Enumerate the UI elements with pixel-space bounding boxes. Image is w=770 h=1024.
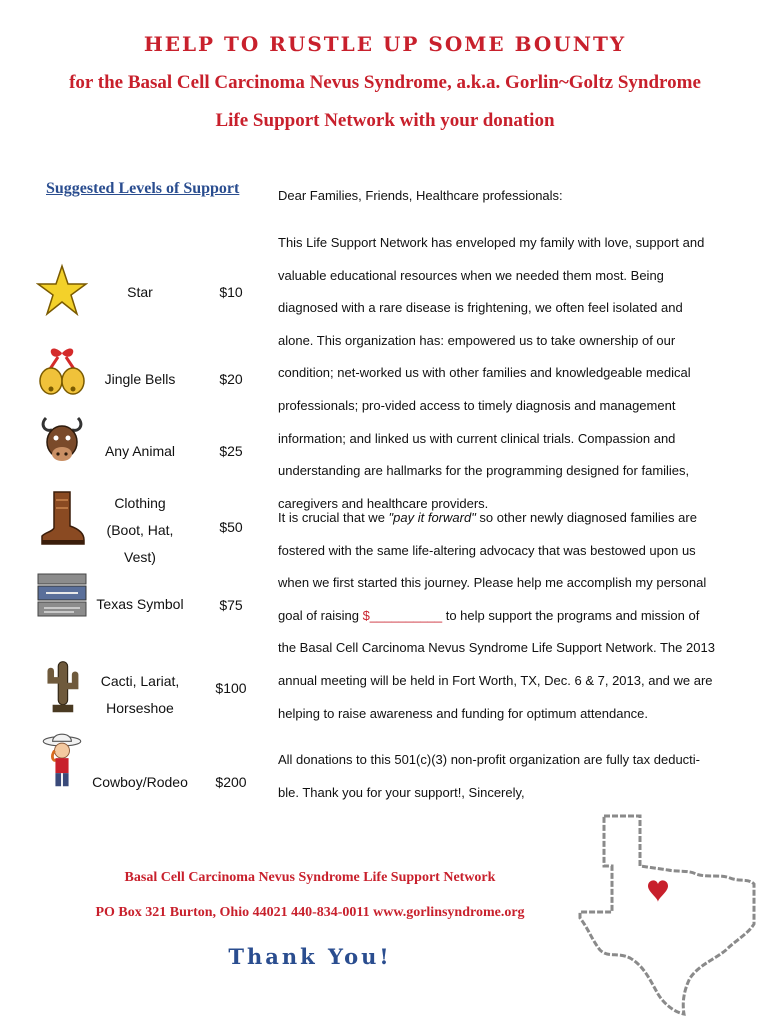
page-subtitle: for the Basal Cell Carcinoma Nevus Syndrome, a.k.a. Gorlin~Goltz Syndrome xyxy=(69,72,701,93)
donation-goal-blank: $__________ xyxy=(362,607,443,623)
bull-icon xyxy=(36,410,88,470)
page-title: HELP TO RUSTLE UP SOME BOUNTY xyxy=(143,32,627,56)
jingle-bells-icon xyxy=(36,343,88,403)
letter-paragraph-1: This Life Support Network has enveloped my family with love, support and valuable educational resources when we needed them most. Being diagnosed with a rare disease is frightening, we often feel isolated and alone. This organization has: empowered us to take ownership of our condition; net-worked us with other families and knowledgeable medical professionals; pro-vided access to timely diagnosis and management information; and linked us with current clinical trials. Compassion and understanding are hallmarks for the programming designed for families, caregivers and healthcare providers. xyxy=(278,235,705,511)
letter-greeting: Dear Families, Friends, Healthcare professionals: xyxy=(278,188,563,203)
page-subtitle-2: Life Support Network with your donation xyxy=(215,110,555,131)
level-amount-star: $10 xyxy=(219,284,243,300)
level-amount-texas-symbol: $75 xyxy=(219,597,243,613)
texas-sign-icon xyxy=(36,568,88,628)
cowboy-icon xyxy=(36,730,88,790)
texas-map-icon xyxy=(578,812,758,1018)
heart-icon xyxy=(648,880,668,902)
level-amount-clothing: $50 xyxy=(219,519,243,535)
level-label-clothing: Clothing (Boot, Hat, Vest) xyxy=(106,495,174,565)
footer-address: PO Box 321 Burton, Ohio 44021 440-834-0011 www.gorlinsyndrome.org xyxy=(95,905,525,920)
level-label-jingle-bells: Jingle Bells xyxy=(104,371,176,387)
level-amount-any-animal: $25 xyxy=(219,443,243,459)
level-label-cacti: Cacti, Lariat, Horseshoe xyxy=(100,673,180,716)
level-label-cowboy-rodeo: Cowboy/Rodeo xyxy=(92,774,188,790)
thank-you-banner: Thank You! xyxy=(228,944,392,969)
levels-heading: Suggested Levels of Support xyxy=(46,180,240,197)
boot-icon xyxy=(36,488,88,548)
star-icon xyxy=(36,262,88,322)
level-amount-cowboy-rodeo: $200 xyxy=(215,774,247,790)
level-amount-jingle-bells: $20 xyxy=(219,371,243,387)
footer-organization: Basal Cell Carcinoma Nevus Syndrome Life Support Network xyxy=(124,870,496,885)
pay-it-forward-phrase: "pay it forward" xyxy=(388,510,476,525)
level-label-texas-symbol: Texas Symbol xyxy=(96,596,184,612)
letter-paragraph-2: It is crucial that we "pay it forward" so other newly diagnosed families are fostered with the same life-altering advocacy that was bestowed upon us when we first started this journey. Please help me accomplish my personal goal of raising $__________ to help support the programs and mission of the Basal Cell Carcinoma Nevus Syndrome Life Support Network. The 2013 annual meeting will be held in Fort Worth, TX, Dec. 6 & 7, 2013, and we are helping to raise awareness and funding for optimum attendance. xyxy=(278,510,715,721)
letter-paragraph-3: All donations to this 501(c)(3) non-profit organization are fully tax deducti-ble. Thank you for your support!, Sincerely, xyxy=(278,752,700,800)
cactus-icon xyxy=(36,656,88,716)
level-label-star: Star xyxy=(127,284,153,300)
level-amount-cacti: $100 xyxy=(215,680,247,696)
level-label-any-animal: Any Animal xyxy=(104,443,176,459)
